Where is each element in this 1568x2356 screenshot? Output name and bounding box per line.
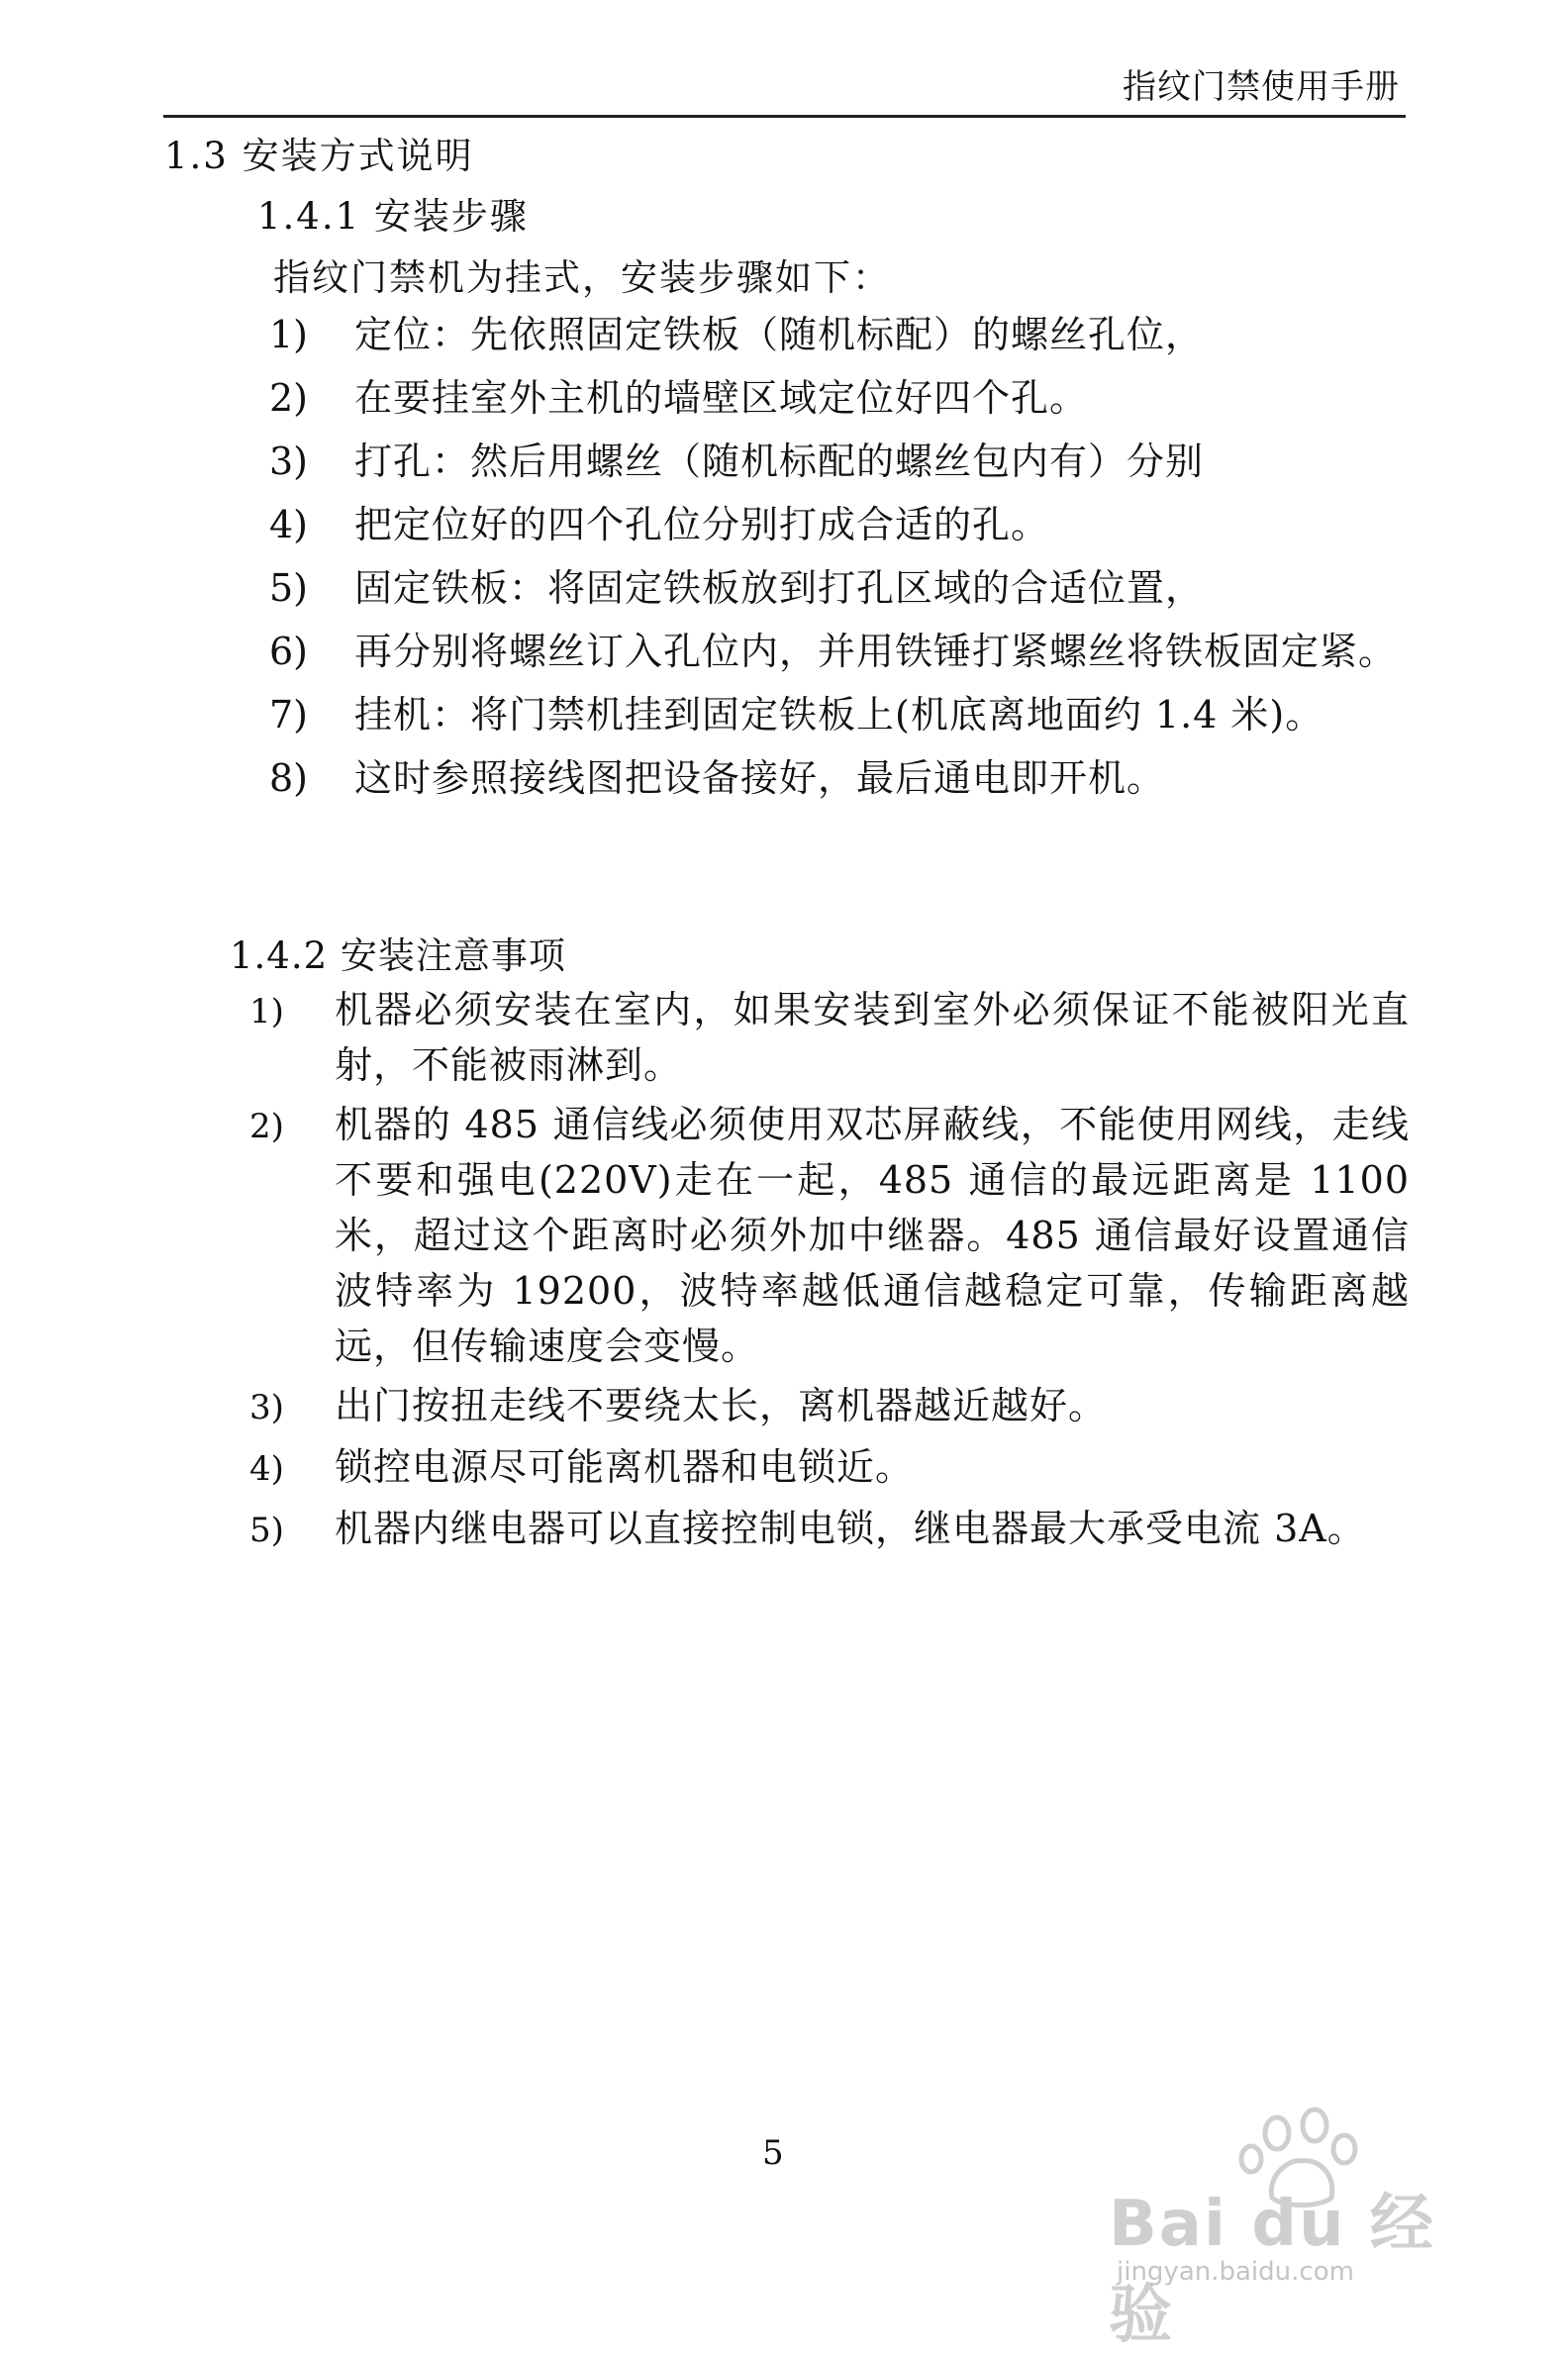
note-text: 出门按扭走线不要绕太长，离机器越近越好。 xyxy=(335,1384,1108,1427)
section-1-4-2-heading: 1.4.2 安装注意事项 xyxy=(230,934,566,977)
list-item xyxy=(249,1378,1410,1435)
list-item xyxy=(269,303,1408,366)
step-number: 8) xyxy=(269,756,309,800)
note-number: 5) xyxy=(249,1511,284,1550)
step-text: 定位：先依照固定铁板（随机标配）的螺丝孔位， xyxy=(354,313,1205,356)
step-number: 3) xyxy=(269,440,309,483)
note-text: 机器内继电器可以直接控制电锁，继电器最大承受电流 3A。 xyxy=(335,1507,1366,1550)
step-number: 7) xyxy=(269,693,309,736)
step-text: 固定铁板：将固定铁板放到打孔区域的合适位置， xyxy=(354,566,1205,610)
install-intro: 指纹门禁机为挂式，安装步骤如下： xyxy=(273,256,891,299)
step-text: 再分别将螺丝订入孔位内，并用铁锤打紧螺丝将铁板固定紧。 xyxy=(354,630,1398,673)
step-number: 4) xyxy=(269,503,309,546)
step-text: 打孔：然后用螺丝（随机标配的螺丝包内有）分别 xyxy=(354,440,1205,483)
list-item xyxy=(269,556,1408,620)
header-rule xyxy=(163,115,1406,118)
step-text: 挂机：将门禁机挂到固定铁板上(机底离地面约 1.4 米)。 xyxy=(354,693,1324,736)
list-item xyxy=(269,493,1408,556)
note-number: 1) xyxy=(249,992,284,1031)
list-item xyxy=(269,430,1408,493)
list-item xyxy=(269,683,1408,746)
list-item xyxy=(269,366,1408,430)
list-item xyxy=(269,620,1408,683)
header-title: 指纹门禁使用手册 xyxy=(1123,67,1400,107)
list-item xyxy=(269,746,1408,810)
watermark-logo: Bai du 经验 xyxy=(1109,2188,1435,2352)
step-number: 1) xyxy=(269,313,309,356)
note-number: 4) xyxy=(249,1449,284,1489)
page-number: 5 xyxy=(762,2133,784,2173)
list-item xyxy=(249,982,1410,1093)
list-item xyxy=(249,1501,1410,1558)
note-text: 机器的 485 通信线必须使用双芯屏蔽线，不能使用网线，走线不要和强电(220V)走在一起，485 通信的最远距离是 1100 米，超过这个距离时必须外加中继器。485 通信最好设置通信波特率为 19200，波特率越低通信越稳定可靠，传输距离越远，但传输速度会变慢。 xyxy=(335,1103,1410,1368)
watermark-url: jingyan.baidu.com xyxy=(1117,2257,1354,2287)
list-item xyxy=(249,1439,1410,1497)
step-number: 6) xyxy=(269,630,309,673)
step-number: 5) xyxy=(269,566,309,610)
install-notes-list xyxy=(249,982,1410,1558)
note-number: 3) xyxy=(249,1388,284,1427)
baidu-jingyan-watermark xyxy=(1109,2104,1485,2352)
step-text: 在要挂室外主机的墙壁区域定位好四个孔。 xyxy=(354,376,1089,420)
section-1-4-1-heading: 1.4.1 安装步骤 xyxy=(257,195,529,238)
section-1-3-heading: 1.3 安装方式说明 xyxy=(164,135,474,177)
step-text: 把定位好的四个孔位分别打成合适的孔。 xyxy=(354,503,1050,546)
note-number: 2) xyxy=(249,1107,284,1146)
step-text: 这时参照接线图把设备接好，最后通电即开机。 xyxy=(354,756,1166,800)
note-text: 机器必须安装在室内，如果安装到室外必须保证不能被阳光直射，不能被雨淋到。 xyxy=(335,988,1410,1087)
note-text: 锁控电源尽可能离机器和电锁近。 xyxy=(335,1445,915,1489)
install-steps-list xyxy=(269,303,1408,810)
step-number: 2) xyxy=(269,376,309,420)
list-item xyxy=(249,1097,1410,1374)
